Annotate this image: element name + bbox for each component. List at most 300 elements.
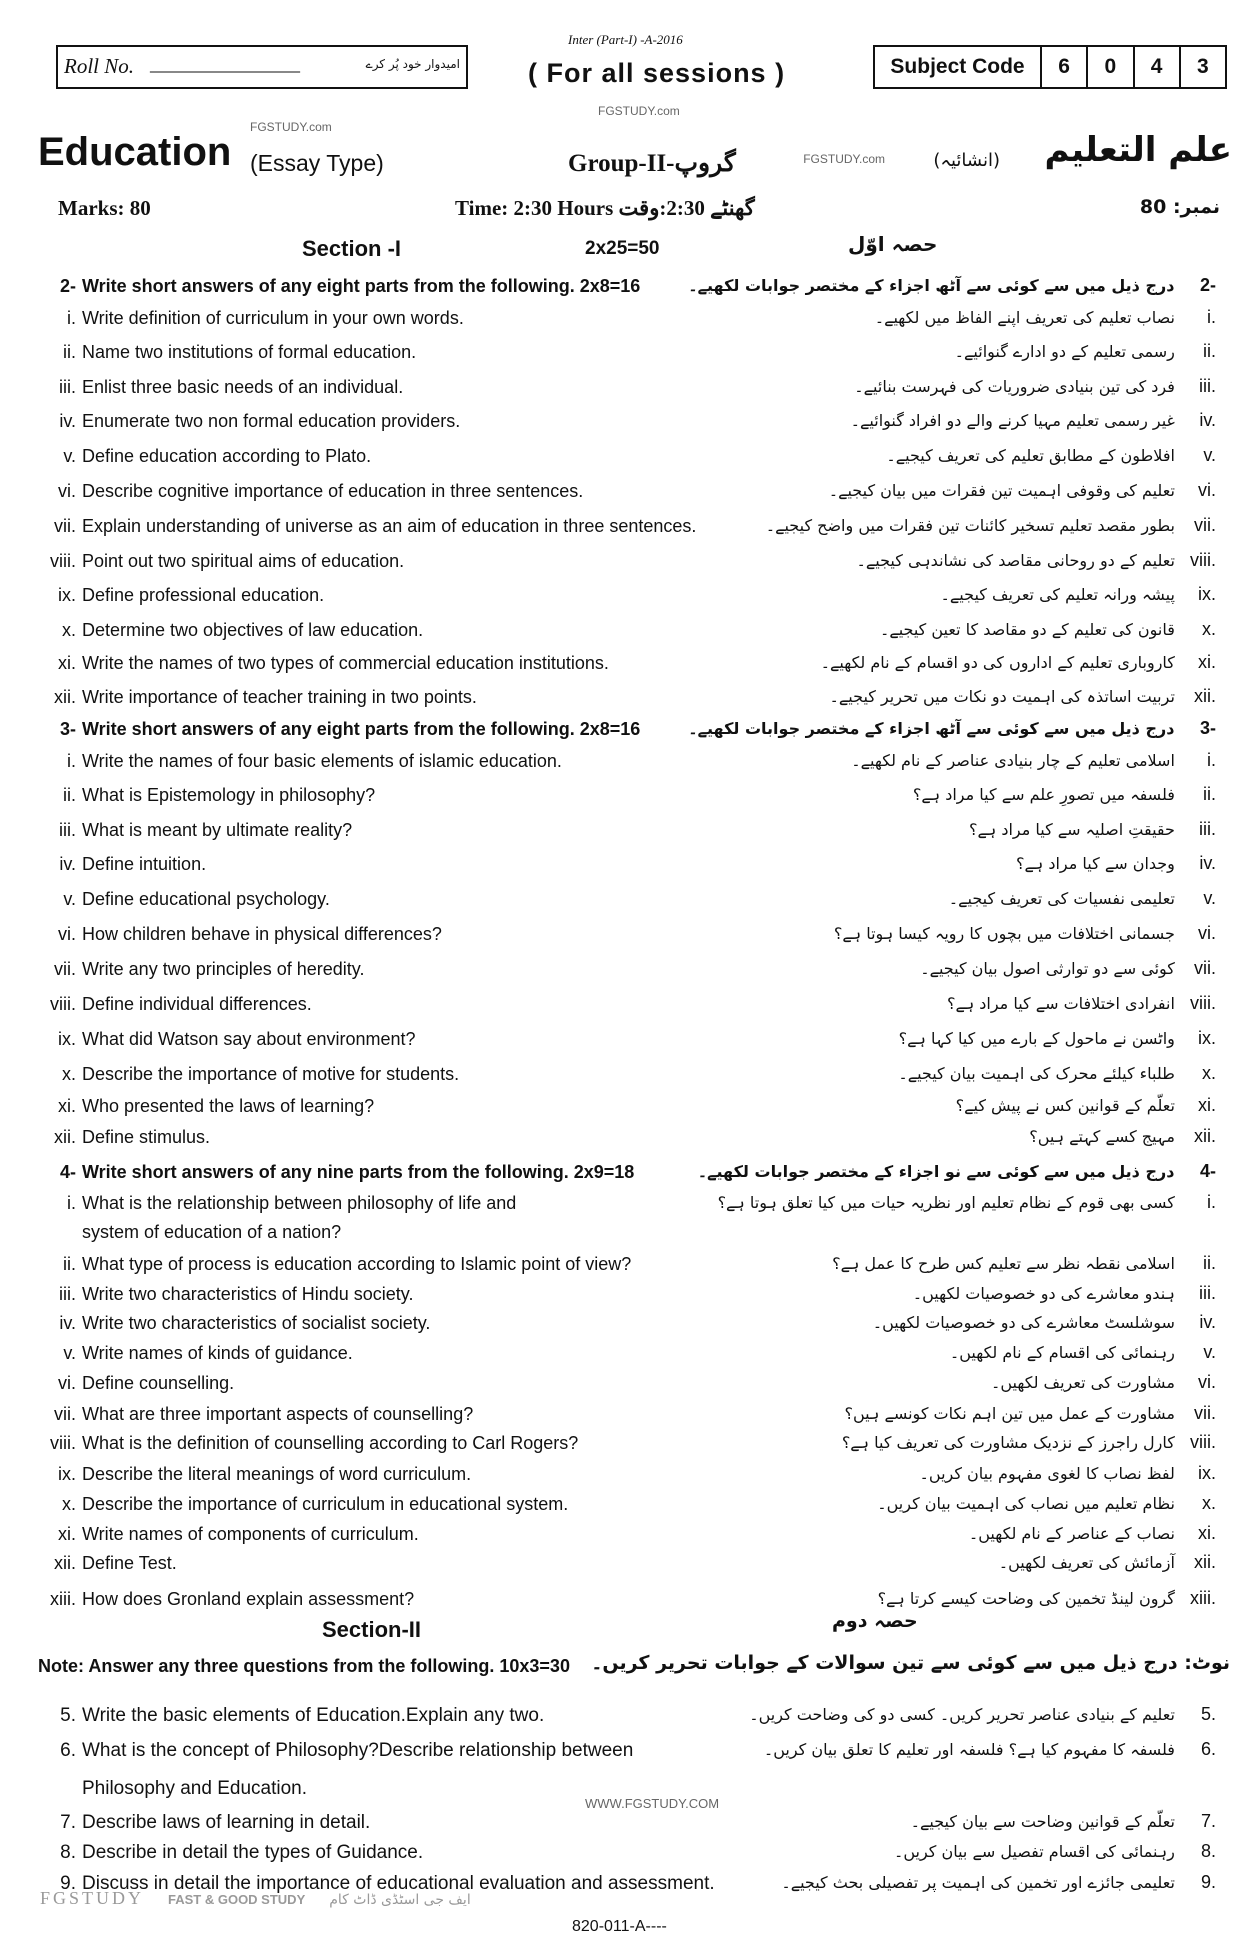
question-number-ur: iv. [1199,410,1216,430]
question-number: xiii. [50,1589,76,1609]
question-text-ur: آزمائش کی تعریف لکھیں۔ [998,1553,1175,1572]
question-ur [947,992,1216,1015]
question-text-ur: درج ذیل میں سے کوئی سے آٹھ اجزاء کے مختصر جوابات لکھیے۔ [688,276,1175,295]
question-text: Determine two objectives of law education. [82,620,424,640]
question-en [0,446,371,467]
question-ur [749,1703,1216,1726]
question-number: x. [61,1494,76,1514]
question-text: What are three important aspects of counselling? [82,1404,474,1424]
question-text-ur: کسی بھی قوم کے نظام تعلیم اور نظریہ حیات میں کیا تعلق ہوتا ہے؟ [717,1193,1175,1212]
question-text: Enumerate two non formal education providers. [82,411,461,431]
question-en [0,653,609,674]
question-en [0,1193,516,1214]
question-number-ur: 3- [1199,718,1216,738]
question-number-ur: ix. [1198,1463,1216,1483]
question-number-ur: 5. [1200,1704,1216,1724]
question-en [0,719,640,740]
question-ur [899,1027,1216,1050]
question-en [0,1064,459,1085]
question-text-ur: حقیقتِ اصلیہ سے کیا مراد ہے؟ [969,820,1175,839]
question-number: xii. [54,1553,76,1573]
question-text: What did Watson say about environment? [82,1029,416,1049]
question-text-ur: جسمانی اختلافات میں بچوں کا رویہ کیسا ہوتا ہے؟ [833,924,1175,943]
question-en [0,1705,544,1727]
question-text-ur: رہنمائی کی اقسام تفصیل سے بیان کریں۔ [893,1842,1175,1861]
question-number-ur: vi. [1198,1372,1216,1392]
question-number-ur: xiii. [1190,1588,1216,1608]
question-number: xii. [54,687,76,707]
question-text-ur: رہنمائی کی اقسام کے نام لکھیں۔ [949,1343,1175,1362]
question-text-ur: مشاورت کے عمل میں تین اہم نکات کونسے ہیں؟ [844,1404,1175,1423]
question-number-ur: 7. [1200,1811,1216,1831]
section1-title-ur: حصہ اوّل [848,232,938,256]
question-text: Write short answers of any nine parts from the following. 2x9=18 [82,1162,635,1182]
question-ur [913,1282,1216,1305]
question-text: Write short answers of any eight parts from the following. 2x8=16 [82,719,641,739]
question-ur [844,1402,1216,1425]
section1-marks: 2x25=50 [585,238,660,259]
question-ur [949,887,1216,910]
question-text: What is the relationship between philosophy of life and [82,1193,517,1213]
roll-no-urdu: امیدوار خود پُر کرے [365,57,460,71]
watermark-text: FGSTUDY.com [598,104,680,118]
question-text: Write the names of two types of commercial education institutions. [82,653,609,673]
question-text-ur: فلسفہ میں تصورِ علم سے کیا مراد ہے؟ [912,785,1175,804]
question-text: What is Epistemology in philosophy? [82,785,376,805]
question-ur [969,818,1216,841]
question-text: What type of process is education according to Islamic point of view? [82,1254,632,1274]
question-text: Explain understanding of universe as an aim of education in three sentences. [82,516,697,536]
watermark-strip [40,1888,471,1909]
question-en [0,1433,578,1454]
question-en [0,1096,374,1117]
question-number: iv. [59,1313,76,1333]
question-number: vii. [54,1404,76,1424]
exam-label: Inter (Part-I) -A-2016 [568,32,683,47]
question-text: Who presented the laws of learning? [82,1096,375,1116]
question-text-ur: طلباء کیلئے محرک کی اہمیت بیان کیجیے۔ [898,1064,1175,1083]
question-number-ur: 6. [1200,1739,1216,1759]
question-ur [766,514,1216,537]
question-number: 5. [60,1705,76,1726]
footer-code: 820-011-A---- [572,1918,667,1935]
question-text: Write two characteristics of Hindu society. [82,1284,414,1304]
question-text: Define counselling. [82,1373,235,1393]
question-text-ur: پیشہ ورانہ تعلیم کی تعریف کیجیے۔ [940,585,1175,604]
question-number: xi. [58,1096,76,1116]
question-text-ur: کوئی سے دو توارثی اصول بیان کیجیے۔ [920,959,1175,978]
question-text-ur: قانون کی تعلیم کے دو مقاصد کا تعین کیجیے۔ [879,620,1175,639]
question-number-ur: 8. [1200,1841,1216,1861]
question-en [0,959,364,980]
question-text: Define individual differences. [82,994,312,1014]
question-number-ur: i. [1207,750,1216,770]
watermark-logo: FGSTUDY [40,1888,145,1908]
question-en [0,1778,307,1800]
question-number: viii. [50,1433,76,1453]
question-text-ur: درج ذیل میں سے کوئی سے نو اجزاء کے مختصر جوابات لکھیے۔ [697,1162,1175,1181]
question-number: 6. [60,1740,76,1761]
question-text-ur: نصاب تعلیم کی تعریف اپنے الفاظ میں لکھیے۔ [874,308,1175,327]
question-text: Define professional education. [82,585,325,605]
question-number-ur: xi. [1198,1523,1216,1543]
question-number: iv. [59,854,76,874]
question-en [0,889,330,910]
subject-code-digit: 3 [1197,55,1209,78]
question-text: Name two institutions of formal education. [82,342,417,362]
question-ur [1029,1125,1216,1148]
question-number-ur: x. [1201,1063,1216,1083]
question-number: ix. [58,1464,76,1484]
question-number-ur: ii. [1203,784,1216,804]
question-en [0,585,324,606]
question-number: viii. [50,994,76,1014]
question-number-ur: iv. [1199,1312,1216,1332]
question-text-ur: تعلیم کی وقوفی اہمیت تین فقرات میں بیان کیجیے۔ [828,481,1175,500]
question-text-ur: تعلیم کے بنیادی عناصر تحریر کریں۔ کسی دو کی وضاحت کریں۔ [749,1705,1175,1724]
question-number: vii. [54,516,76,536]
question-en [0,620,423,641]
question-number: vi. [58,1373,76,1393]
question-number-ur: i. [1207,1192,1216,1212]
question-text: Philosophy and Education. [82,1778,307,1799]
question-text-ur: فلسفہ کا مفہوم کیا ہے؟ فلسفہ اور تعلیم کا تعلق بیان کریں۔ [763,1740,1175,1759]
question-en [0,751,562,772]
question-en [0,1162,634,1183]
subject-code-label: Subject Code [875,47,1042,87]
question-text-ur: نظام تعلیم میں نصاب کی اہمیت بیان کریں۔ [877,1494,1175,1513]
roll-no-label: Roll No. [64,54,135,78]
paper-type-ur: (انشائیہ) [933,150,1000,171]
question-en [0,551,404,572]
question-en [0,516,696,537]
question-text: Enlist three basic needs of an individual. [82,377,404,397]
question-en [0,411,460,432]
question-text: Describe cognitive importance of education in three sentences. [82,481,584,501]
question-ur [688,717,1216,740]
question-number-ur: iv. [1199,853,1216,873]
group-label: Group-II-گروپ [568,150,736,177]
question-text-ur: وجدان سے کیا مراد ہے؟ [1016,854,1175,873]
question-number: 7. [60,1812,76,1833]
question-number: 8. [60,1842,76,1863]
question-ur [875,306,1216,329]
question-text: Write two characteristics of socialist society. [82,1313,431,1333]
question-number: viii. [50,551,76,571]
section2-note-en: Note: Answer any three questions from the following. 10x3=30 [38,1656,570,1676]
question-number: x. [61,620,76,640]
question-text: Define intuition. [82,854,207,874]
question-number: 2- [59,276,76,296]
subject-code-box [873,45,1227,89]
question-text-ur: کارل راجرز کے نزدیک مشاورت کی تعریف کیا ہے؟ [841,1433,1175,1452]
question-number-ur: v. [1203,445,1216,465]
question-text: Define educational psychology. [82,889,330,909]
question-en [0,994,312,1015]
question-text-ur: تعلّم کے قوانین وضاحت سے بیان کیجیے۔ [910,1812,1175,1831]
question-text: Describe the importance of motive for students. [82,1064,460,1084]
question-ur [898,1062,1216,1085]
question-en [0,820,352,841]
question-number: i. [67,308,76,328]
question-number: iii. [59,820,76,840]
question-number: 4- [59,1162,76,1182]
paper-type-en: (Essay Type) [250,150,384,176]
question-ur [781,1871,1216,1894]
section2-title-ur: حصہ دوم [832,1610,918,1632]
question-text-ur: مشاورت کی تعریف لکھیں۔ [990,1373,1175,1392]
question-text: Write importance of teacher training in two points. [82,687,477,707]
question-text: Discuss in detail the importance of educational evaluation and assessment. [82,1873,715,1894]
question-en [0,1313,430,1334]
roll-no-box [56,45,468,89]
question-en [0,1404,473,1425]
question-number-ur: vii. [1194,958,1216,978]
question-ur [832,1252,1216,1275]
question-text: What is the concept of Philosophy?Describe relationship between [82,1740,634,1761]
question-ur [857,549,1216,572]
subject-title-ur: علم التعلیم [1044,130,1232,170]
question-number-ur: i. [1207,307,1216,327]
question-number-ur: 4- [1199,1161,1216,1181]
subject-code-digit: 4 [1135,47,1181,87]
question-en [0,1740,633,1762]
question-en [0,342,416,363]
marks-en: Marks: 80 [58,196,151,220]
question-number: vi. [58,924,76,944]
question-number-ur: x. [1201,619,1216,639]
question-text: Define education according to Plato. [82,446,372,466]
question-text: What is the definition of counselling according to Carl Rogers? [82,1433,579,1453]
question-number: ii. [63,342,76,362]
question-number: v. [63,889,76,909]
question-text-ur: اسلامی نقطہ نظر سے تعلیم کس طرح کا عمل ہے؟ [832,1254,1175,1273]
question-en [0,1254,631,1275]
marks-ur: نمبر: 80 [1139,196,1220,218]
question-text: system of education of a nation? [82,1222,342,1242]
question-ur [1016,852,1216,875]
question-number-ur: viii. [1190,1432,1216,1452]
question-number-ur: 9. [1200,1872,1216,1892]
question-number-ur: iii. [1199,1283,1216,1303]
question-ur [920,957,1216,980]
question-number-ur: ii. [1203,1253,1216,1273]
question-text-ur: اسلامی تعلیم کے چار بنیادی عناصر کے نام لکھیے۔ [851,751,1175,770]
question-number: vi. [58,481,76,501]
watermark-urdu: ایف جی اسٹڈی ڈاٹ کام [329,1892,471,1908]
question-number-ur: x. [1201,1493,1216,1513]
question-ur [920,1462,1216,1485]
question-text: Write the basic elements of Education.Explain any two. [82,1705,545,1726]
question-ur [688,274,1216,297]
question-text-ur: تربیت اساتذہ کی اہمیت دو نکات میں تحریر کیجیے۔ [829,687,1175,706]
question-ur [851,749,1216,772]
question-en [0,1589,414,1610]
question-number: vii. [54,959,76,979]
question-number-ur: v. [1203,888,1216,908]
question-ur [834,922,1216,945]
question-number-ur: ix. [1198,1028,1216,1048]
question-en [0,1373,234,1394]
question-number: ii. [63,785,76,805]
question-en [0,1494,568,1515]
question-number-ur: iii. [1199,376,1216,396]
question-number-ur: ix. [1198,584,1216,604]
question-text: Define stimulus. [82,1127,211,1147]
question-number: ii. [63,1254,76,1274]
question-number-ur: vi. [1198,923,1216,943]
question-text: Write the names of four basic elements of islamic education. [82,751,562,771]
question-ur [911,1810,1216,1833]
question-text: Describe the literal meanings of word curriculum. [82,1464,472,1484]
question-ur [886,444,1216,467]
question-en [0,785,375,806]
question-text: Write any two principles of heredity. [82,959,365,979]
question-number: iii. [59,377,76,397]
question-ur [878,1587,1216,1610]
question-number: iii. [59,1284,76,1304]
question-en [0,1222,341,1243]
question-text-ur: مہیج کسے کہتے ہیں؟ [1029,1127,1175,1146]
question-text-ur: فرد کی تین بنیادی ضروریات کی فہرست بنائیے۔ [854,377,1175,396]
question-ur [877,1492,1216,1515]
question-number: 9. [60,1873,76,1894]
question-en [0,308,464,329]
question-en [0,1812,370,1834]
question-ur [950,1341,1216,1364]
question-number-ur: ii. [1203,341,1216,361]
question-text-ur: افلاطون کے مطابق تعلیم کی تعریف کیجیے۔ [886,446,1175,465]
question-number: ix. [58,1029,76,1049]
question-text-ur: درج ذیل میں سے کوئی سے آٹھ اجزاء کے مختصر جوابات لکھیے۔ [688,719,1175,738]
question-ur [830,685,1216,708]
question-ur [991,1371,1216,1394]
question-number-ur: xi. [1198,1095,1216,1115]
question-en [0,1343,353,1364]
question-text-ur: بطور مقصد تعلیم تسخیر کائنات تین فقرات میں واضح کیجیے۔ [765,516,1175,535]
question-number-ur: vii. [1194,1403,1216,1423]
question-en [0,1029,416,1050]
question-en [0,377,403,398]
question-text-ur: ہندو معاشرے کی دو خصوصیات لکھیں۔ [912,1284,1175,1303]
question-text: How does Gronland explain assessment? [82,1589,415,1609]
question-text: Define Test. [82,1553,177,1573]
question-ur [854,375,1216,398]
question-ur [999,1551,1216,1574]
subject-title-en: Education [38,130,232,174]
question-number-ur: v. [1203,1342,1216,1362]
watermark-text: FGSTUDY.com [250,120,332,134]
question-text-ur: تعلیمی جائزے اور تخمین کی اہمیت پر تفصیلی بحث کیجیے۔ [781,1873,1175,1892]
question-ur [956,1094,1216,1117]
question-text-ur: تعلّم کے قوانین کس نے پیش کیے؟ [955,1096,1175,1115]
watermark-tagline: FAST & GOOD STUDY [168,1892,306,1907]
question-text-ur: سوشلسٹ معاشرے کی دو خصوصیات لکھیں۔ [872,1313,1175,1332]
question-text: Describe the importance of curriculum in educational system. [82,1494,569,1514]
section2-title: Section-II [322,1617,422,1642]
question-number: xi. [58,1524,76,1544]
question-text: How children behave in physical differences? [82,924,442,944]
question-number-ur: xii. [1194,686,1216,706]
question-number: v. [63,446,76,466]
question-text: Point out two spiritual aims of education. [82,551,405,571]
question-number: i. [67,1193,76,1213]
question-text-ur: رسمی تعلیم کے دو ادارے گنوائیے۔ [954,342,1175,361]
question-en [0,276,640,297]
question-number-ur: vii. [1194,515,1216,535]
question-en [0,1842,423,1864]
question-text-ur: تعلیم کے دو روحانی مقاصد کی نشاندہی کیجیے۔ [856,551,1175,570]
question-ur [764,1738,1216,1761]
question-ur [718,1191,1216,1214]
question-number-ur: viii. [1190,550,1216,570]
question-en [0,481,583,502]
question-en [0,924,442,945]
question-en [0,1127,210,1148]
question-text-ur: تعلیمی نفسیات کی تعریف کیجیے۔ [948,889,1175,908]
question-text-ur: لفظ نصاب کا لغوی مفہوم بیان کریں۔ [919,1464,1175,1483]
question-number-ur: 2- [1199,275,1216,295]
question-ur [894,1840,1216,1863]
question-text: Write definition of curriculum in your own words. [82,308,464,328]
question-number-ur: viii. [1190,993,1216,1013]
question-text: Describe laws of learning in detail. [82,1812,371,1833]
question-text-ur: گرون لینڈ تخمین کی وضاحت کیسے کرتا ہے؟ [877,1589,1175,1608]
question-ur [851,409,1216,432]
question-number: x. [61,1064,76,1084]
question-text-ur: کاروباری تعلیم کے اداروں کی دو اقسام کے نام لکھیے۔ [820,653,1175,672]
question-text: Write short answers of any eight parts from the following. 2x8=16 [82,276,641,296]
question-en [0,1524,419,1545]
section1-title: Section -I [302,236,402,261]
question-ur [698,1160,1216,1183]
question-ur [913,783,1216,806]
subject-code-digit: 6 [1042,47,1088,87]
question-ur [955,340,1216,363]
subject-code-digit: 0 [1088,47,1134,87]
question-text-ur: انفرادی اختلافات سے کیا مراد ہے؟ [946,994,1175,1013]
question-number-ur: iii. [1199,819,1216,839]
section2-note-ur: نوٹ: درج ذیل میں سے کوئی سے تین سوالات کے جوابات تحریر کریں۔ [591,1652,1230,1674]
question-text: Write names of components of curriculum. [82,1524,419,1544]
question-en [0,1284,413,1305]
question-text-ur: نصاب کے عناصر کے نام لکھیں۔ [968,1524,1175,1543]
question-text: What is meant by ultimate reality? [82,820,353,840]
question-number-ur: xi. [1198,652,1216,672]
question-number: i. [67,751,76,771]
question-text-ur: غیر رسمی تعلیم مہیا کرنے والے دو افراد گنوائیے۔ [850,411,1175,430]
question-number: xi. [58,653,76,673]
question-ur [969,1522,1216,1545]
question-number: iv. [59,411,76,431]
watermark-text: FGSTUDY.com [803,152,885,166]
question-number: ix. [58,585,76,605]
question-en [0,1464,471,1485]
question-en [0,687,477,708]
question-number-ur: vi. [1198,480,1216,500]
question-number: xii. [54,1127,76,1147]
question-text: Describe in detail the types of Guidance. [82,1842,424,1863]
question-en [0,854,206,875]
question-text: Write names of kinds of guidance. [82,1343,353,1363]
watermark-text: WWW.FGSTUDY.COM [585,1796,720,1811]
time-label: Time: 2:30 Hours گھنٹے 2:30:وقت [455,196,755,220]
question-number-ur: xii. [1194,1126,1216,1146]
question-text-ur: واٹسن نے ماحول کے بارے میں کیا کہا ہے؟ [898,1029,1175,1048]
question-number: 3- [59,719,76,739]
question-ur [880,618,1216,641]
question-en [0,1553,177,1574]
